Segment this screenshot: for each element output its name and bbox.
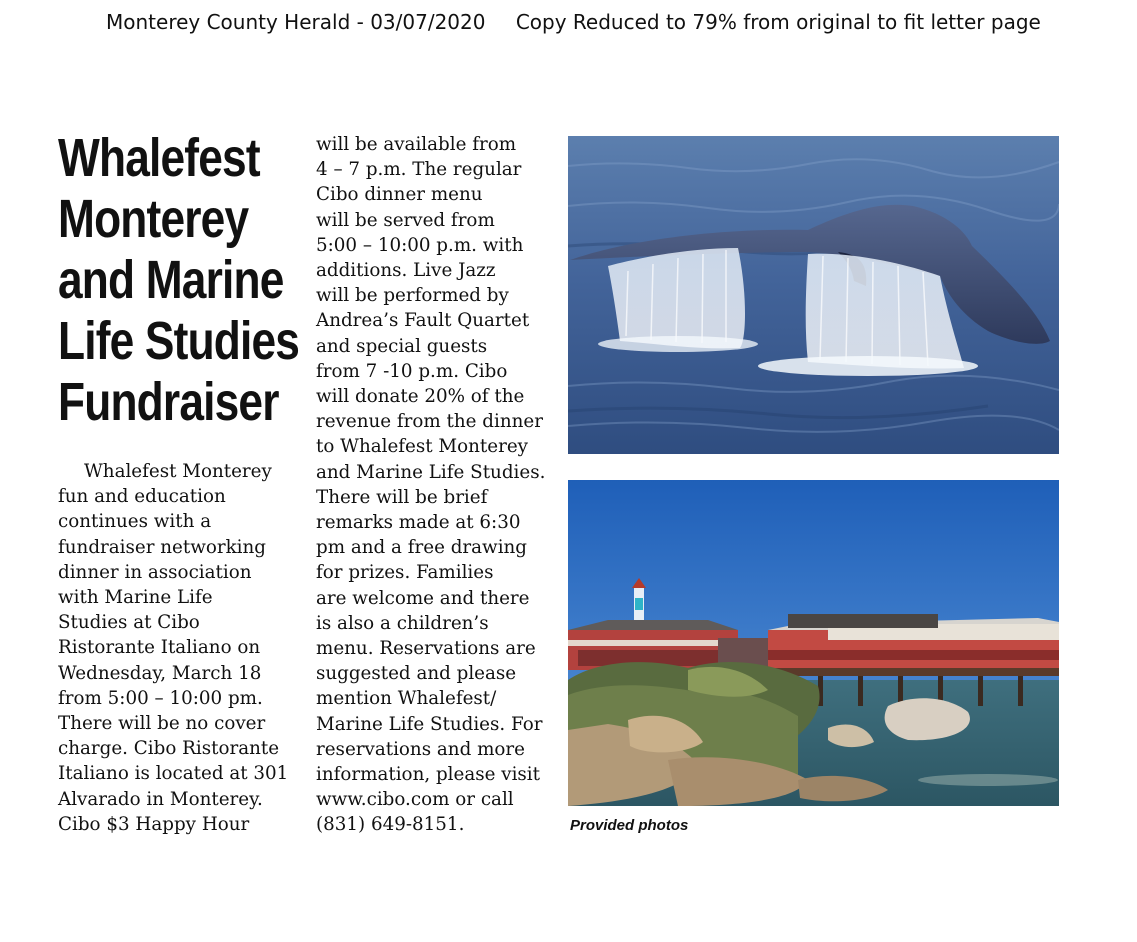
body-line: is also a children’s bbox=[316, 612, 489, 634]
body-line: will donate 20% of the bbox=[316, 386, 525, 408]
body-line: There will be brief bbox=[316, 486, 488, 508]
body-line: Cibo $3 Happy Hour bbox=[58, 813, 250, 835]
body-line: and special guests bbox=[316, 335, 488, 357]
body-line: 4 – 7 p.m. The regular bbox=[316, 159, 522, 181]
body-line: fun and education bbox=[58, 486, 226, 508]
body-line: from 7 -10 p.m. Cibo bbox=[316, 360, 508, 382]
body-line: mention Whalefest/ bbox=[316, 688, 497, 710]
headline-line: and Marine bbox=[58, 250, 284, 310]
body-line: will be performed by bbox=[316, 285, 509, 307]
body-line: Marine Life Studies. For bbox=[316, 713, 543, 735]
article-headline bbox=[58, 128, 300, 433]
headline-line: Fundraiser bbox=[58, 372, 279, 432]
body-line: from 5:00 – 10:00 pm. bbox=[58, 687, 263, 709]
body-line: Studies at Cibo bbox=[58, 612, 200, 634]
body-line: Alvarado in Monterey. bbox=[58, 788, 263, 810]
body-line: revenue from the dinner bbox=[316, 411, 543, 433]
body-line: continues with a bbox=[58, 511, 212, 533]
publication-label: Monterey County Herald - 03/07/2020 bbox=[106, 10, 486, 34]
body-line: to Whalefest Monterey bbox=[316, 436, 528, 458]
article-column-1 bbox=[58, 459, 298, 837]
headline-line: Whalefest bbox=[58, 128, 260, 188]
body-line: There will be no cover bbox=[58, 713, 266, 735]
body-line: dinner in association bbox=[58, 561, 252, 583]
body-line: and Marine Life Studies. bbox=[316, 461, 546, 483]
body-line: reservations and more bbox=[316, 738, 525, 760]
body-line: Italiano is located at 301 bbox=[58, 763, 289, 785]
body-line: 5:00 – 10:00 p.m. with bbox=[316, 234, 524, 256]
body-line: Andrea’s Fault Quartet bbox=[316, 310, 530, 332]
whale-tail-photo bbox=[568, 136, 1059, 454]
body-line: will be served from bbox=[316, 209, 495, 231]
body-line: pm and a free drawing bbox=[316, 537, 528, 559]
body-line: remarks made at 6:30 bbox=[316, 512, 521, 534]
headline-line: Life Studies bbox=[58, 311, 300, 371]
headline-line: Monterey bbox=[58, 189, 249, 249]
body-line: Ristorante Italiano on bbox=[58, 637, 261, 659]
body-line: (831) 649-8151. bbox=[316, 814, 465, 836]
body-line: will be available from bbox=[316, 134, 517, 155]
page-header bbox=[106, 10, 1116, 34]
body-line: Cibo dinner menu bbox=[316, 184, 483, 206]
body-line: menu. Reservations are bbox=[316, 638, 536, 660]
photo-caption: Provided photos bbox=[570, 817, 689, 834]
body-line: Whalefest Monterey bbox=[84, 461, 272, 482]
body-line: information, please visit bbox=[316, 764, 540, 786]
body-line: Wednesday, March 18 bbox=[58, 662, 262, 684]
body-line: charge. Cibo Ristorante bbox=[58, 738, 280, 760]
reduction-note: Copy Reduced to 79% from original to fit letter page bbox=[515, 10, 1041, 34]
body-line: fundraiser networking bbox=[58, 536, 266, 558]
body-line: are welcome and there bbox=[316, 587, 530, 609]
body-line: for prizes. Families bbox=[316, 562, 494, 584]
body-line: additions. Live Jazz bbox=[316, 260, 496, 282]
body-line: suggested and please bbox=[316, 663, 517, 685]
article-column-2 bbox=[316, 132, 556, 838]
body-line: with Marine Life bbox=[58, 587, 213, 609]
wharf-photo bbox=[568, 480, 1059, 806]
body-line: www.cibo.com or call bbox=[316, 789, 514, 811]
